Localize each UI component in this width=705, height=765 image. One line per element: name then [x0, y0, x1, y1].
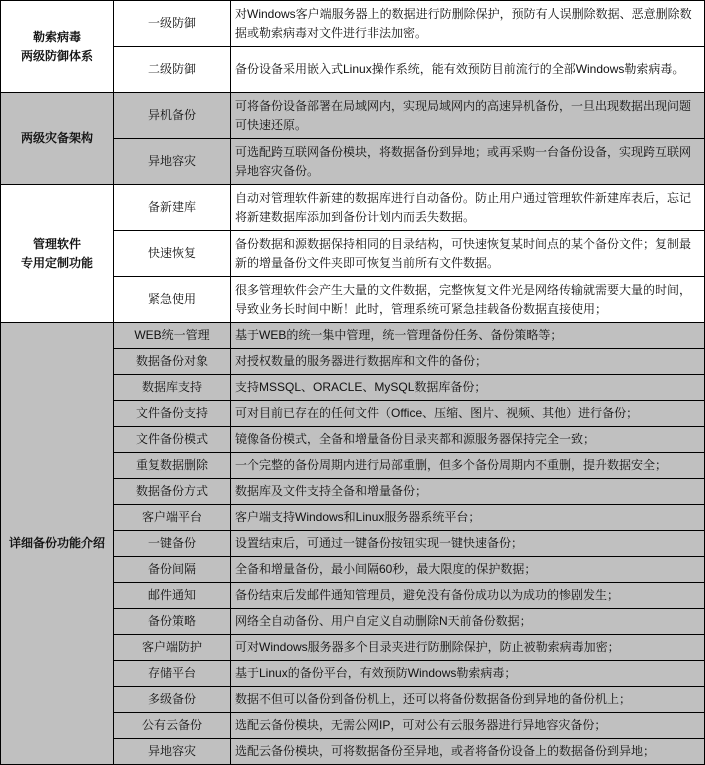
- feature-name-cell: 紧急使用: [114, 277, 231, 323]
- category-label-line: 两级灾备架构: [20, 131, 93, 145]
- feature-name-cell: 存储平台: [114, 661, 231, 687]
- feature-name-cell: 多级备份: [114, 687, 231, 713]
- feature-name-cell: 异地容灾: [114, 139, 231, 185]
- feature-description-cell: 一个完整的备份周期内进行局部重删，但多个备份周期内不重删，提升数据安全；: [231, 453, 705, 479]
- category-cell: [1, 1, 114, 93]
- feature-name-cell: 二级防御: [114, 47, 231, 93]
- feature-name-cell: 异机备份: [114, 93, 231, 139]
- feature-description-cell: 可选配跨互联网备份模块，将数据备份到异地；或再采购一台备份设备，实现跨互联网异地容灾备份。: [231, 139, 705, 185]
- feature-description-cell: 基于WEB的统一集中管理，统一管理备份任务、备份策略等；: [231, 323, 705, 349]
- table-row: [1, 93, 705, 139]
- feature-description-cell: 镜像备份模式，全备和增量备份目录夹都和源服务器保持完全一致；: [231, 427, 705, 453]
- category-label-line: 管理软件: [32, 236, 81, 251]
- feature-description-cell: 选配云备份模块，无需公网IP，可对公有云服务器进行异地容灾备份；: [231, 713, 705, 739]
- table-row: [1, 323, 705, 349]
- feature-name-cell: 邮件通知: [114, 583, 231, 609]
- feature-description-cell: 基于Linux的备份平台，有效预防Windows勒索病毒；: [231, 661, 705, 687]
- feature-description-cell: 可对Windows服务器多个目录夹进行防删除保护，防止被勒索病毒加密；: [231, 635, 705, 661]
- feature-description-cell: 设置结束后，可通过一键备份按钮实现一键快速备份；: [231, 531, 705, 557]
- feature-description-cell: 备份结束后发邮件通知管理员，避免没有备份成功以为成功的惨剧发生；: [231, 583, 705, 609]
- feature-name-cell: 文件备份模式: [114, 427, 231, 453]
- category-label-line: 详细备份功能介绍: [8, 536, 105, 550]
- backup-features-table-body: [1, 1, 705, 765]
- feature-name-cell: 数据备份对象: [114, 349, 231, 375]
- feature-name-cell: 一级防御: [114, 1, 231, 47]
- feature-description-cell: 支持MSSQL、ORACLE、MySQL数据库备份；: [231, 375, 705, 401]
- category-cell: [1, 93, 114, 185]
- feature-description-cell: 数据不但可以备份到备份机上，还可以将备份数据备份到异地的备份机上；: [231, 687, 705, 713]
- table-row: [1, 185, 705, 231]
- feature-description-cell: 全备和增量备份，最小间隔60秒，最大限度的保护数据；: [231, 557, 705, 583]
- feature-name-cell: 快速恢复: [114, 231, 231, 277]
- feature-name-cell: 数据备份方式: [114, 479, 231, 505]
- category-label-line: 勒索病毒: [32, 29, 81, 44]
- feature-name-cell: 公有云备份: [114, 713, 231, 739]
- feature-description-cell: 备份数据和源数据保持相同的目录结构，可快速恢复某时间点的某个备份文件；复制最新的增量备份文件夹即可恢复当前所有文件数据。: [231, 231, 705, 277]
- category-label-line: 专用定制功能: [20, 255, 93, 270]
- category-cell: [1, 185, 114, 323]
- feature-name-cell: 文件备份支持: [114, 401, 231, 427]
- feature-description-cell: 对授权数量的服务器进行数据库和文件的备份；: [231, 349, 705, 375]
- feature-description-cell: 网络全自动备份、用户自定义自动删除N天前备份数据；: [231, 609, 705, 635]
- feature-name-cell: 一键备份: [114, 531, 231, 557]
- feature-description-cell: 很多管理软件会产生大量的文件数据，完整恢复文件光是网络传输就需要大量的时间，导致业务长时间中断！此时，管理系统可紧急挂载备份数据直接使用；: [231, 277, 705, 323]
- feature-description-cell: 备份设备采用嵌入式Linux操作系统，能有效预防目前流行的全部Windows勒索病毒。: [231, 47, 705, 93]
- feature-name-cell: WEB统一管理: [114, 323, 231, 349]
- category-cell: [1, 323, 114, 765]
- category-label-line: 两级防御体系: [20, 48, 93, 63]
- feature-description-cell: 数据库及文件支持全备和增量备份；: [231, 479, 705, 505]
- feature-name-cell: 数据库支持: [114, 375, 231, 401]
- feature-description-cell: 对Windows客户端服务器上的数据进行防删除保护，预防有人误删除数据、恶意删除数据或勒索病毒对文件进行非法加密。: [231, 1, 705, 47]
- feature-name-cell: 客户端平台: [114, 505, 231, 531]
- feature-description-cell: 客户端支持Windows和Linux服务器系统平台；: [231, 505, 705, 531]
- feature-description-cell: 可将备份设备部署在局域网内，实现局域网内的高速异机备份，一旦出现数据出现问题可快速还原。: [231, 93, 705, 139]
- feature-name-cell: 备份策略: [114, 609, 231, 635]
- feature-name-cell: 异地容灾: [114, 739, 231, 765]
- feature-name-cell: 客户端防护: [114, 635, 231, 661]
- feature-description-cell: 选配云备份模块，可将数据备份至异地，或者将备份设备上的数据备份到异地；: [231, 739, 705, 765]
- feature-description-cell: 可对目前已存在的任何文件（Office、压缩、图片、视频、其他）进行备份；: [231, 401, 705, 427]
- table-row: [1, 1, 705, 47]
- feature-description-cell: 自动对管理软件新建的数据库进行自动备份。防止用户通过管理软件新建库表后，忘记将新建数据库添加到备份计划内而丢失数据。: [231, 185, 705, 231]
- feature-name-cell: 备份间隔: [114, 557, 231, 583]
- feature-name-cell: 重复数据删除: [114, 453, 231, 479]
- feature-name-cell: 备新建库: [114, 185, 231, 231]
